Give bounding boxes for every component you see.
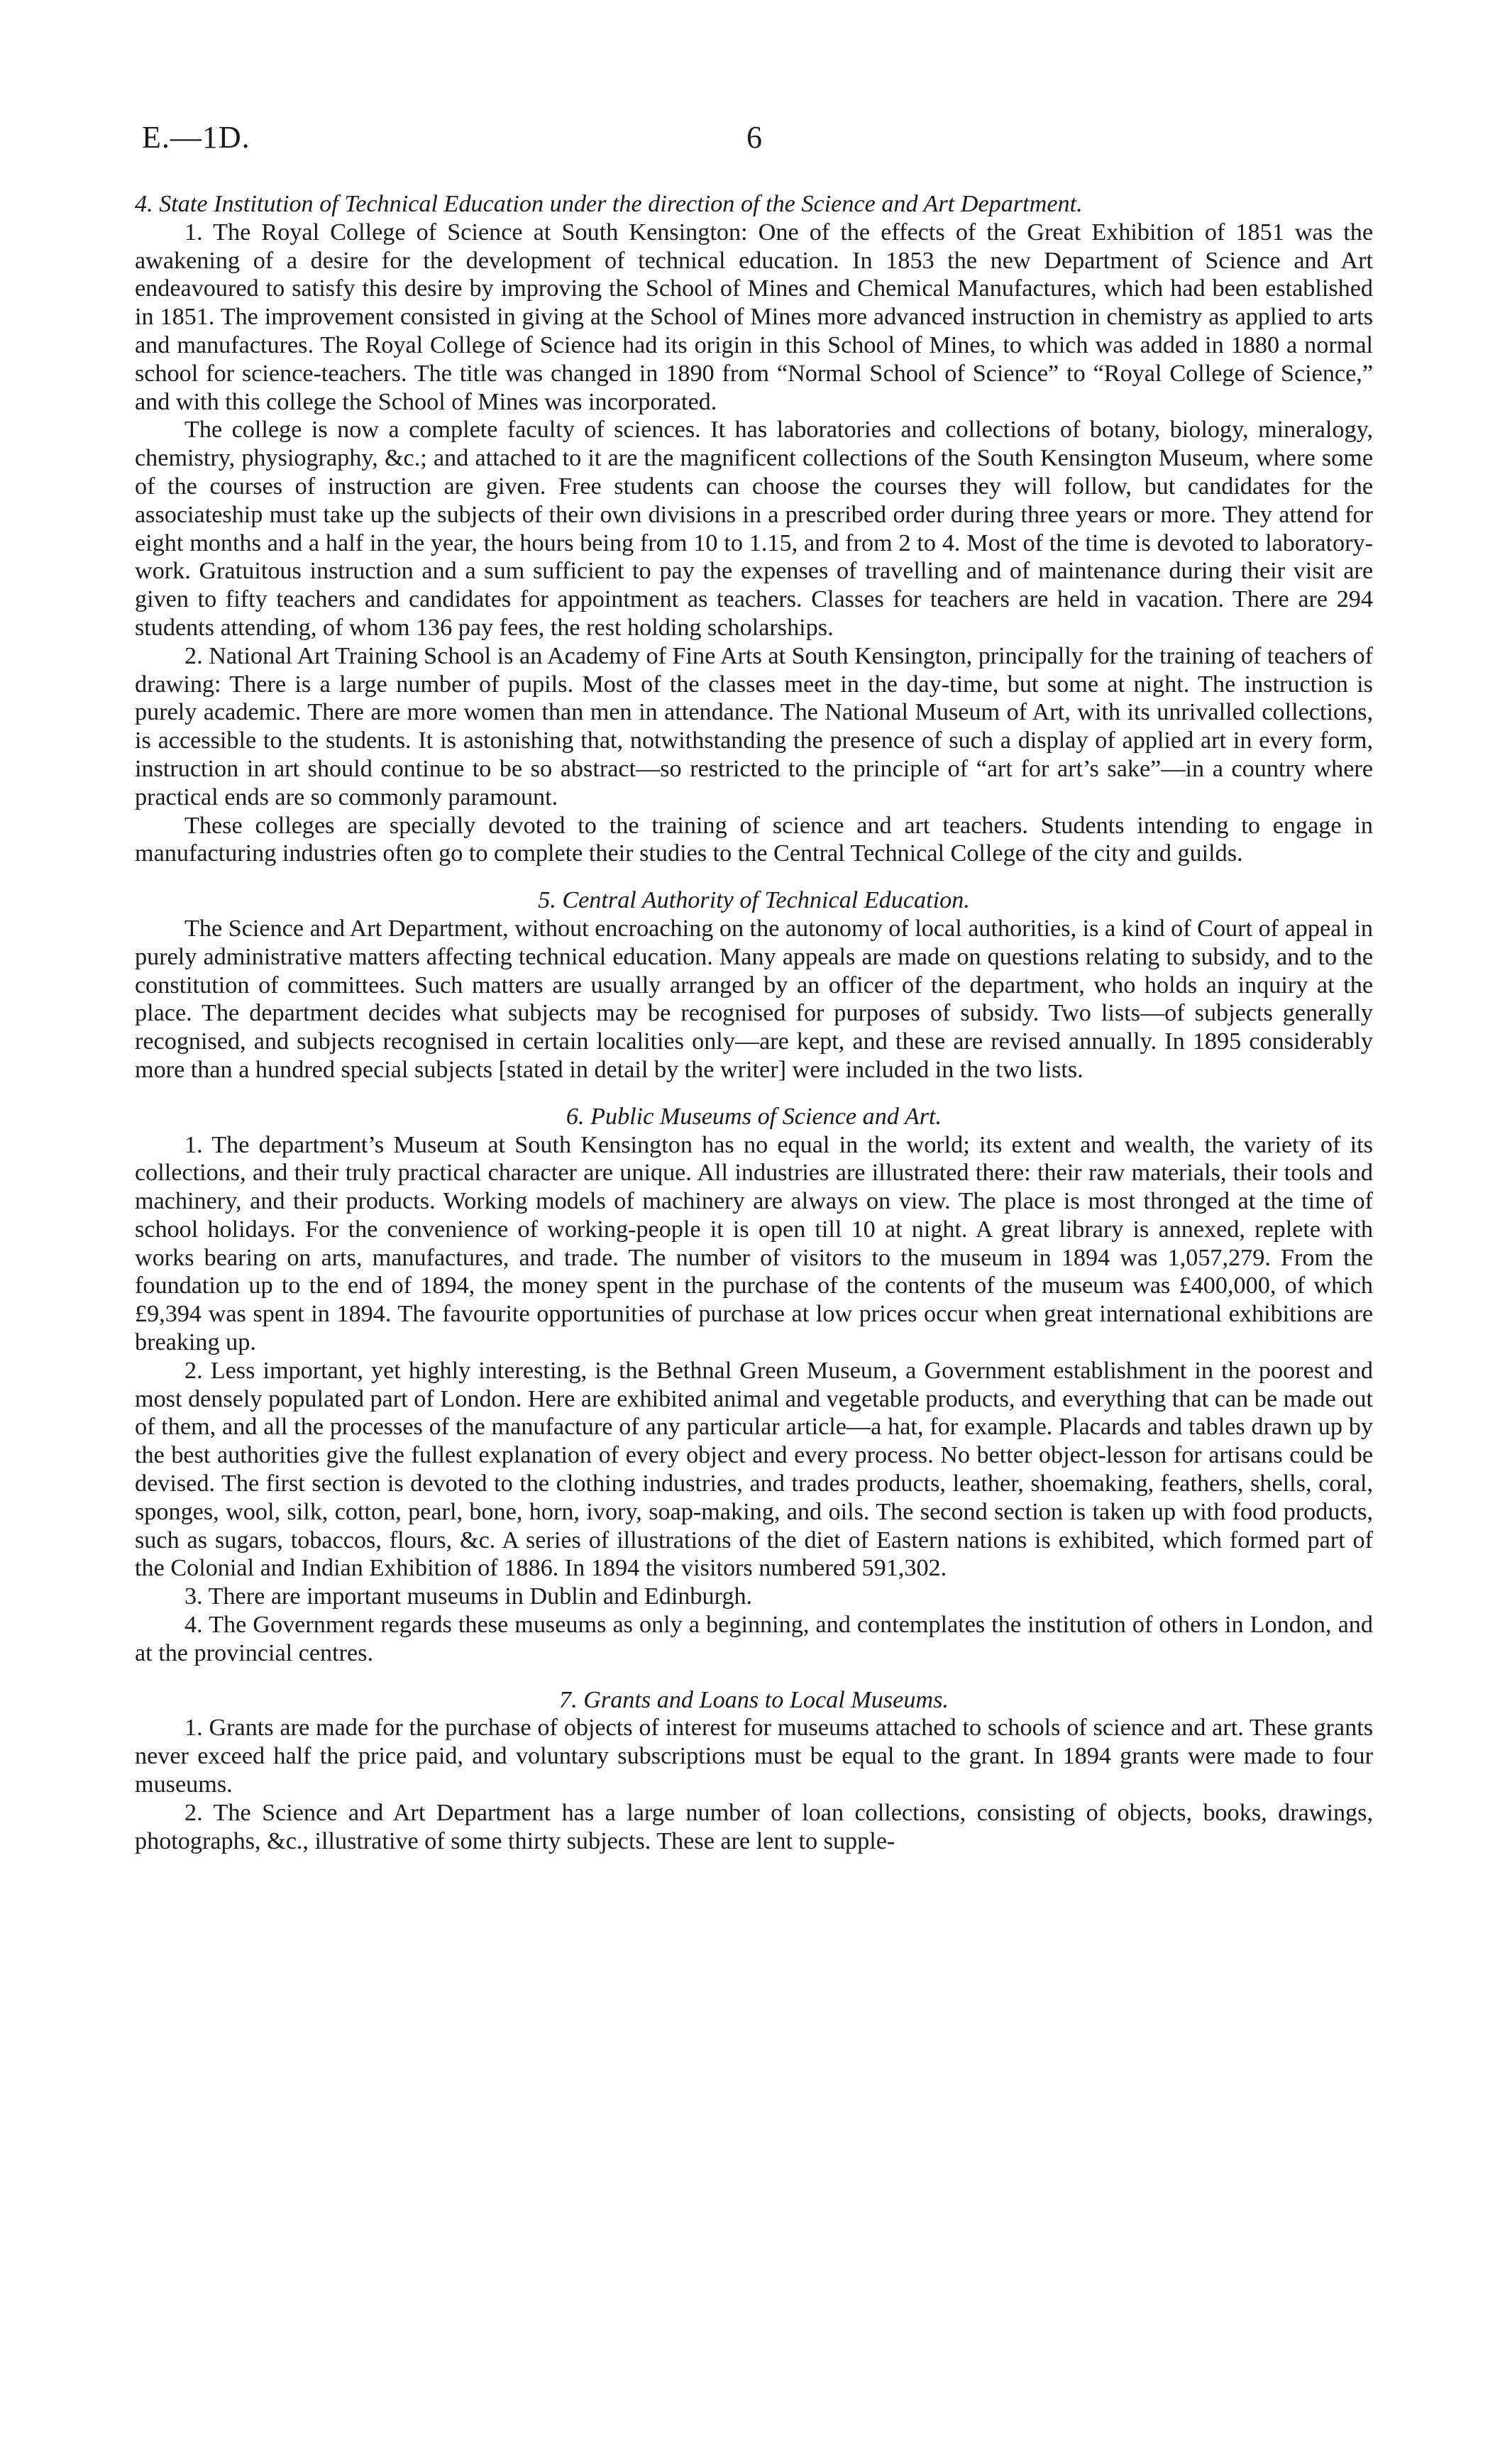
paragraph: 1. The Royal College of Science at South Kensington: One of the effects of the Great Exhibition of 1851 was the awakening of a desire for the development of technical education. In 1853 the new Department of Science and Art endeavoured to satisfy this desire by improving the School of Mines and Chemical Manufactures, which had been established in 1851. The improvement consisted in giving at the School of Mines more advanced instruction in chemistry as applied to arts and manufactures. The Royal College of Science had its origin in this School of Mines, to which was added in 1880 a normal school for science-teachers. The title was changed in 1890 from “Normal School of Science” to “Royal College of Science,” and with this college the School of Mines was incorporated. xyxy=(135,219,1373,415)
paragraph: 2. National Art Training School is an Academy of Fine Arts at South Kensington, principally for the training of teachers of drawing: There is a large number of pupils. Most of the classes meet in the day-time, but some at night. The instruction is purely academic. There are more women than men in attendance. The National Museum of Art, with its unrivalled collections, is accessible to the students. It is astonishing that, notwithstanding the presence of such a display of applied art in every form, instruction in art should continue to be so abstract—so restricted to the principle of “art for art’s sake”—in a country where practical ends are so commonly paramount. xyxy=(135,642,1373,810)
paragraph: 1. The department’s Museum at South Kensington has no equal in the world; its extent and wealth, the variety of its collections, and their truly practical character are unique. All industries are illustrated there: their raw materials, their tools and machinery, and their products. Working models of machinery are always on view. The place is most thronged at the time of school holidays. For the convenience of working-people it is open till 10 at night. A great library is annexed, replete with works bearing on arts, manufactures, and trade. The number of visitors to the museum in 1894 was 1,057,279. From the foundation up to the end of 1894, the money spent in the purchase of the contents of the museum was £400,000, of which £9,394 was spent in 1894. The favourite opportunities of purchase at low prices occur when great international exhibitions are breaking up. xyxy=(135,1131,1373,1356)
paragraph: 2. The Science and Art Department has a large number of loan collections, consisting of objects, books, drawings, photographs, &c., illustrative of some thirty subjects. These are lent to supple- xyxy=(135,1799,1373,1854)
paragraph: 4. The Government regards these museums as only a beginning, and contemplates the institution of others in London, and at the provincial centres. xyxy=(135,1612,1373,1666)
page-number: 6 xyxy=(746,120,762,155)
section-7-heading: 7. Grants and Loans to Local Museums. xyxy=(559,1686,949,1713)
section-5-heading: 5. Central Authority of Technical Education. xyxy=(538,887,970,914)
paragraph: These colleges are specially devoted to the training of science and art teachers. Students intending to engage in manufacturing industries often go to complete their studies to the Central Technical College of the city and guilds. xyxy=(135,812,1373,867)
document-code: E.—1D. xyxy=(142,120,250,155)
spacer xyxy=(135,1668,1373,1686)
paragraph: The college is now a complete faculty of sciences. It has laboratories and collections of botany, biology, mineralogy, chemistry, physiography, &c.; and attached to it are the magnificent collections of the South Kensington Museum, where some of the courses of instruction are given. Free students can choose the courses they will follow, but candidates for the associateship must take up the subjects of their own divisions in a prescribed order during three years or more. They attend for eight months and a half in the year, the hours being from 10 to 1.15, and from 2 to 4. Most of the time is devoted to laboratory-work. Gratuitous instruction and a sum sufficient to pay the expenses of travelling and of maintenance during their visit are given to fifty teachers and candidates for appointment as teachers. Classes for teachers are held in vacation. There are 294 students attending, of whom 136 pay fees, the rest holding scholarships. xyxy=(135,417,1373,641)
paragraph: 3. There are important museums in Dublin and Edinburgh. xyxy=(184,1583,753,1610)
page-header xyxy=(142,119,1369,162)
paragraph: 1. Grants are made for the purchase of objects of interest for museums attached to schools of science and art. These grants never exceed half the price paid, and voluntary subscriptions must be equal to the grant. In 1894 grants were made to four museums. xyxy=(135,1715,1373,1798)
spacer xyxy=(135,868,1373,886)
paragraph: The Science and Art Department, without encroaching on the autonomy of local authorities, is a kind of Court of appeal in purely administrative matters affecting technical education. Many appeals are made on questions relating to subsidy, and to the constitution of committees. Such matters are usually arranged by an officer of the department, who holds an inquiry at the place. The department decides what subjects may be recognised for purposes of subsidy. Two lists—of subjects generally recognised, and subjects recognised in certain localities only—are kept, and these are revised annually. In 1895 considerably more than a hundred special subjects [stated in detail by the writer] were included in the two lists. xyxy=(135,915,1373,1083)
section-6-heading: 6. Public Museums of Science and Art. xyxy=(566,1103,942,1130)
section-4-heading: 4. State Institution of Technical Education under the direction of the Science and Art Department. xyxy=(135,191,1083,217)
spacer xyxy=(135,1084,1373,1103)
body-text xyxy=(135,190,1373,1855)
paragraph: 2. Less important, yet highly interesting, is the Bethnal Green Museum, a Government establishment in the poorest and most densely populated part of London. Here are exhibited animal and vegetable products, and everything that can be made out of them, and all the processes of the manufacture of any particular article—a hat, for example. Placards and tables drawn up by the best authorities give the fullest explanation of every object and every process. No better object-lesson for artisans could be devised. The first section is devoted to the clothing industries, and trades products, leather, shoemaking, feathers, shells, coral, sponges, wool, silk, cotton, pearl, bone, horn, ivory, soap-making, and oils. The second section is taken up with food products, such as sugars, tobaccos, flours, &c. A series of illustrations of the diet of Eastern nations is exhibited, which formed part of the Colonial and Indian Exhibition of 1886. In 1894 the visitors numbered 591,302. xyxy=(135,1357,1373,1582)
